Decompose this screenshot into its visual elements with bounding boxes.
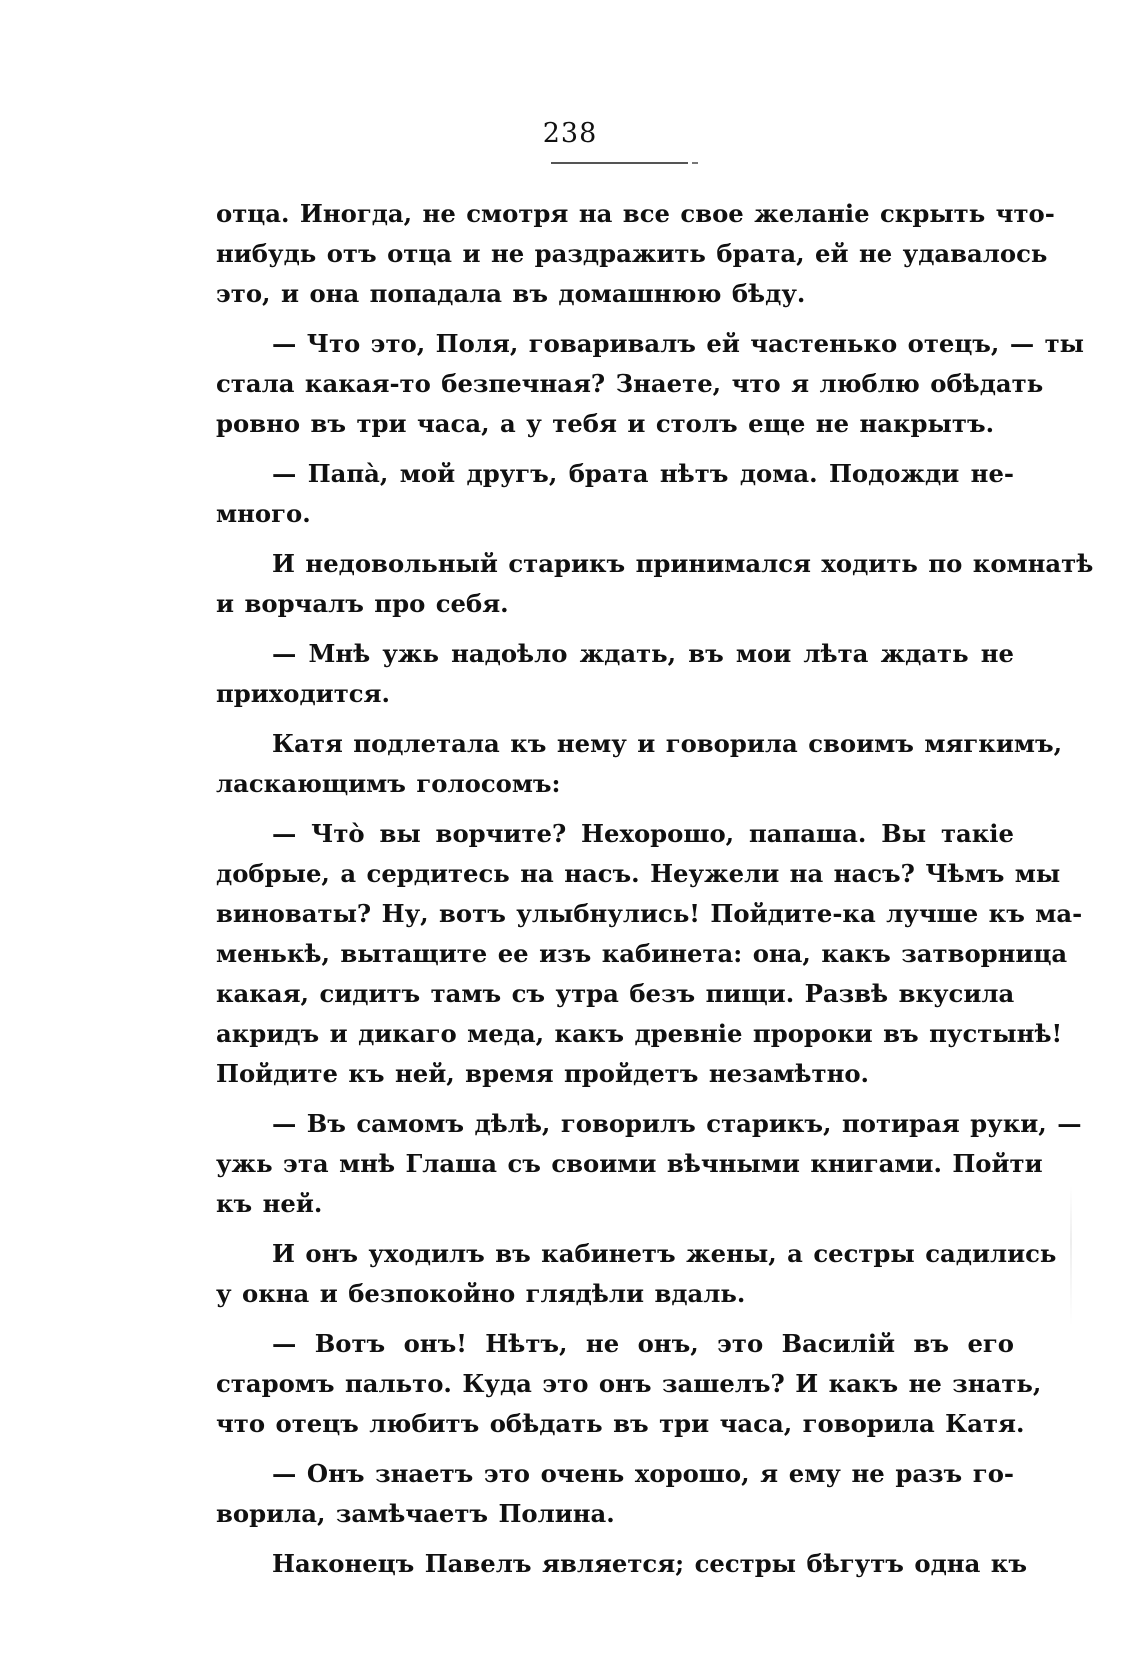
text-line: ужь эта мнѣ Глаша съ своими вѣчными книгами. Пойти <box>216 1149 1043 1178</box>
text-line: Пойдите къ ней, время пройдетъ незамѣтно. <box>216 1059 870 1088</box>
text-line: Наконецъ Павелъ является; сестры бѣгутъ одна къ <box>272 1549 1027 1578</box>
text-line: ровно въ три часа, а у тебя и столъ еще не накрытъ. <box>216 409 995 438</box>
body-text <box>216 194 1094 1584</box>
text-line: добрые, а сердитесь на насъ. Неужели на насъ? Чѣмъ мы <box>216 859 1061 888</box>
text-line: — Вотъ онъ! Нѣтъ, не онъ, это Василій въ его <box>272 1329 1014 1358</box>
text-line: менькѣ, вытащите ее изъ кабинета: она, какъ затворница <box>216 939 1068 968</box>
text-line: какая, сидитъ тамъ съ утра безъ пищи. Развѣ вкусила <box>216 979 1015 1008</box>
text-line: и ворчалъ про себя. <box>216 589 509 618</box>
text-line: много. <box>216 499 311 528</box>
text-line: нибудь отъ отца и не раздражить брата, ей не удавалось <box>216 239 1048 268</box>
page-number: 238 <box>542 118 598 149</box>
header-rule-tail <box>692 162 698 164</box>
text-line: — Что̀ вы ворчите? Нехорошо, папаша. Вы такіе <box>272 819 1014 848</box>
text-line: — Въ самомъ дѣлѣ, говорилъ старикъ, потирая руки, — <box>272 1109 1082 1138</box>
text-line: Катя подлетала къ нему и говорила своимъ мягкимъ, <box>272 729 1063 758</box>
text-line: ворила, замѣчаетъ Полина. <box>216 1499 615 1528</box>
header-rule <box>551 162 688 164</box>
text-line: старомъ пальто. Куда это онъ зашелъ? И какъ не знать, <box>216 1369 1042 1398</box>
text-line: отца. Иногда, не смотря на все свое желаніе скрыть что- <box>216 199 1055 228</box>
text-line: къ ней. <box>216 1189 323 1218</box>
text-line: у окна и безпокойно глядѣли вдаль. <box>216 1279 746 1308</box>
text-line: — Папа̀, мой другъ, брата нѣтъ дома. Подожди не- <box>272 459 1014 488</box>
scan-mark <box>1070 1186 1072 1326</box>
text-line: что отецъ любитъ обѣдать въ три часа, говорила Катя. <box>216 1409 1025 1438</box>
text-line: виноваты? Ну, вотъ улыбнулись! Пойдите-ка лучше къ ма- <box>216 899 1083 928</box>
text-line: — Мнѣ ужь надоѣло ждать, въ мои лѣта ждать не <box>272 639 1014 668</box>
text-line: акридъ и дикаго меда, какъ древніе пророки въ пустынѣ! <box>216 1019 1063 1048</box>
text-line: ласкающимъ голосомъ: <box>216 769 561 798</box>
text-line: это, и она попадала въ домашнюю бѣду. <box>216 279 806 308</box>
text-line: И недовольный старикъ принимался ходить по комнатѣ <box>272 549 1094 578</box>
text-line: — Что это, Поля, говаривалъ ей частенько отецъ, — ты <box>272 329 1085 358</box>
text-line: приходится. <box>216 679 390 708</box>
text-line: стала какая-то безпечная? Знаете, что я люблю обѣдать <box>216 369 1044 398</box>
text-line: И онъ уходилъ въ кабинетъ жены, а сестры садились <box>272 1239 1057 1268</box>
text-line: — Онъ знаетъ это очень хорошо, я ему не разъ го- <box>272 1459 1014 1488</box>
